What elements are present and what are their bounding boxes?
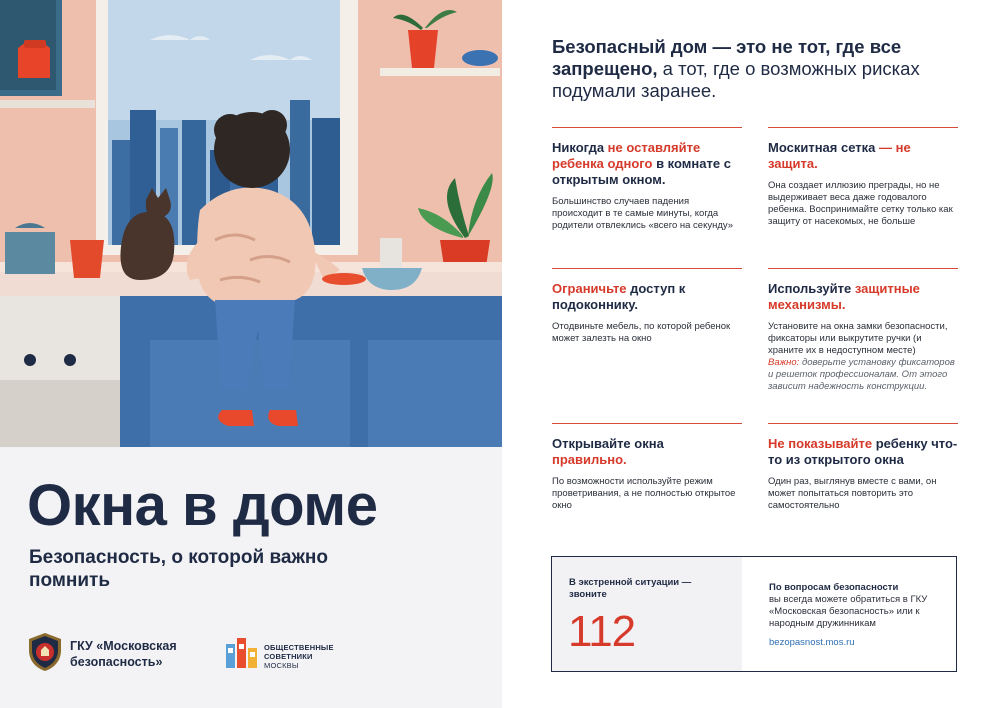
tip-card-title: Никогда не оставляйте ребенка одного в комнате с открытым окном. [552,140,731,187]
emergency-number: 112 [568,607,636,656]
contact-text: вы всегда можете обратиться в ГКУ «Московская безопасность» или к народным дружинникам [769,594,928,629]
tip-card-body: Один раз, выглянув вместе с вами, он может попытаться повторить это самостоятельно [768,476,937,511]
shield-emblem-icon [28,632,62,672]
website-link[interactable]: bezopasnost.mos.ru [769,637,855,648]
poster-subtitle: Безопасность, о которой важно помнить [29,547,329,591]
tip-card-mosquito-net [768,127,958,228]
tip-card-title: Не показывайте ребенку что-то из открытого окна [768,436,958,467]
tip-card-title: Москитная сетка — не защита. [768,140,911,171]
contact-title: По вопросам безопасности [769,582,899,593]
tip-card-title: Используйте защитные механизмы. [768,281,920,312]
gku-org-name: ГКУ «Московская безопасность» [70,639,177,669]
tip-card-title: Открывайте окна правильно. [552,436,664,467]
tip-card-title: Ограничьте доступ к подоконнику. [552,281,686,312]
window-scene-illustration [0,0,502,447]
tip-card-body: По возможности используйте режим проветривания, а не полностью открытое окно [552,476,736,511]
tip-card-do-not-show [768,423,958,512]
poster-title: Окна в доме [27,473,378,538]
tip-card-body: Отодвиньте мебель, по которой ребенок может залезть на окно [552,321,731,344]
tip-card-open-correctly [552,423,742,512]
tip-card-protective-mechanisms [768,268,958,393]
tip-card-body: Установите на окна замки безопасности, фиксаторы или выкрутите ручки (и храните их в недоступном месте) [768,321,948,356]
tip-card-never-leave [552,127,742,232]
emergency-label: В экстренной ситуации — звоните [569,577,692,600]
tip-card-body: Большинство случаев падения происходит в те самые минуты, когда родители отвлеклись «всего на секунду» [552,196,734,231]
community-advisors-logo-icon [224,634,260,670]
os-org-name [264,643,374,670]
child-at-window-illustration [0,0,502,447]
lead-normal: а тот, где о возможных рисках подумали заранее. [552,58,920,101]
emergency-panel [552,557,742,671]
lead-statement [552,36,952,102]
os-org-title: ОБЩЕСТВЕННЫЕ СОВЕТНИКИ [264,643,334,661]
tip-card-restrict-access [552,268,742,345]
lead-strong: Безопасный дом — это не тот, где все запрещено, [552,36,902,79]
tip-card-note: Важно: доверьте установку фиксаторов и решеток профессионалам. От этого зависит надежность конструкции. [768,357,955,392]
os-org-city: МОСКВЫ [264,661,299,670]
poster-left-panel [0,0,502,708]
tip-card-body: Она создает иллюзию преграды, но не выдерживает веса даже годовалого ребенка. Воспринимайте сетку только как защиту от насекомых, не больше [768,180,953,227]
emergency-contact-box [551,556,957,672]
